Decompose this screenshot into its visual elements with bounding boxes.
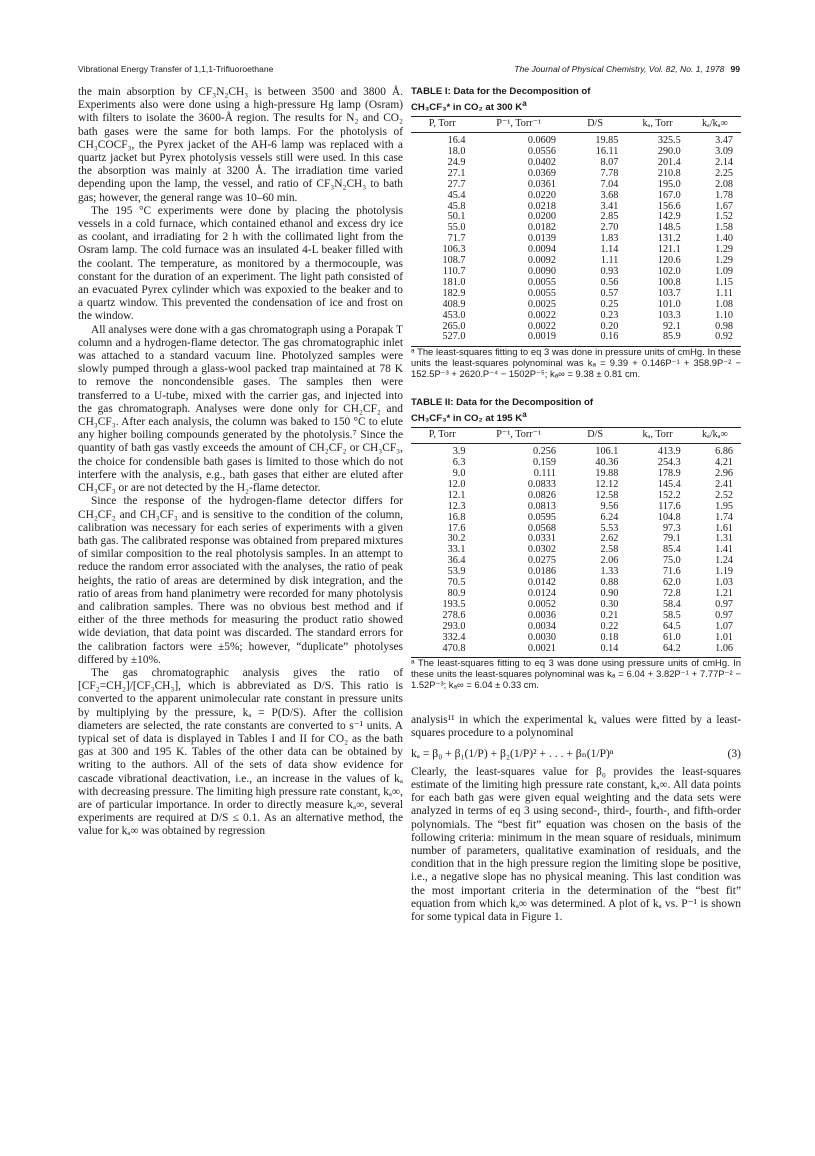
table-2-cell: 72.8: [662, 587, 681, 599]
table-2-cell: 0.0052: [527, 598, 556, 610]
table-1-cell: 1.78: [715, 189, 733, 201]
table-2-row: [411, 622, 741, 633]
table-2-cell: 0.22: [600, 620, 619, 632]
table-2-cell: 0.0036: [527, 609, 556, 621]
left-column: [78, 86, 403, 839]
table-2-cell: 1.07: [715, 620, 733, 632]
table-1-cell: 1.40: [715, 233, 733, 245]
table-2-cell: 0.0030: [527, 631, 556, 643]
table-1-cell: 2.25: [715, 167, 733, 179]
table-1-cell: 0.0055: [527, 276, 556, 288]
table-2-cell: 0.18: [600, 631, 619, 643]
table-1-cell: 290.0: [657, 146, 681, 157]
table-1-cell: 1.11: [715, 287, 733, 299]
paragraph-analysis-method: All analyses were done with a gas chromatograph using a Porapak T column and a hydrogen-flame detector. The gas chromatographic inlet was attached to a standard vacuum line. Photolyzed samples were slowly pumped through a glass-wool packed trap maintained at 78 K to remove the noncondensible gases. The samples then were transferred to a U-tube, mixed with the carrier gas, and injected into the gas chromatograph. Analyses were done only for CH₂CF₂ and CH₃CF₃. After each analysis, the column was baked to 150 °C to elute any higher boiling compounds generated by the photolysis.⁷ Since the quantity of bath gas vastly exceeds the amount of CH₂CF₂ or CH₃CF₃, the choice for condensible bath gases is limited to those which do not interfere with the analysis, e.g., bath gases that either are eluted after CH₃CF₃ or are not detected by the H₂-flame detector.: [78, 323, 403, 495]
table-1-cell: 325.5: [657, 135, 681, 147]
table-2-cell: 33.1: [447, 544, 466, 556]
table-1-cell: 27.7: [447, 178, 466, 190]
table-2-cell: 17.6: [447, 522, 466, 534]
table-2-cell: 117.6: [658, 500, 681, 512]
table-1-cell: 1.11: [600, 255, 619, 267]
table-1-cell: 1.15: [715, 276, 733, 288]
table-2-cell: 64.2: [626, 644, 688, 658]
table-1-row: [411, 311, 741, 322]
table-1-caption-line2: CH₃CF₃* in CO₂ at 300 K: [411, 101, 523, 113]
table-2-cell: 178.9: [657, 468, 681, 479]
table-2-cell: 64.5: [662, 620, 681, 632]
table-2-cell: 0.97: [715, 609, 733, 621]
equation-body: kₐ = β₀ + β₁(1/P) + β₂(1/P)² + . . . + βₙ(1/P)ⁿ: [411, 746, 614, 760]
table-2-cell: 2.41: [715, 478, 733, 490]
table-1-cell: 0.20: [600, 320, 619, 332]
table-1-cell: 131.2: [657, 233, 681, 245]
table-2-caption-line2-wrap: [411, 409, 741, 425]
table-2-row: [411, 633, 741, 644]
table-2-cell: 278.6: [442, 609, 466, 621]
table-1-cell: 527.0: [411, 332, 473, 346]
table-2-cell: 0.256: [533, 446, 556, 458]
right-column: [411, 86, 741, 924]
table-1-cell: 1.58: [715, 222, 733, 234]
table-1-cell: 408.9: [442, 298, 466, 310]
table-2-cell: 0.21: [600, 609, 619, 621]
table-2-cell: 0.0331: [527, 533, 556, 545]
table-2-cell: 0.14: [564, 644, 626, 658]
table-2-caption-line1: TABLE II: Data for the Decomposition of: [411, 397, 594, 409]
table-2-cell: 12.1: [447, 489, 466, 501]
table-2-cell: 0.88: [600, 577, 619, 589]
table-2-cell: 2.52: [715, 489, 733, 501]
table-2-cell: 152.2: [657, 489, 681, 501]
table-1-header-cell: kₐ/kₐ∞: [689, 117, 741, 133]
table-1-cell: 195.0: [657, 178, 681, 190]
table-1-cell: 27.1: [447, 167, 466, 179]
table-2-cell: 145.4: [657, 478, 681, 490]
paragraph-regression: analysis¹¹ in which the experimental kₐ values were fitted by a least-squares procedure to a polynominal: [411, 714, 741, 740]
table-1-cell: 7.04: [600, 178, 619, 190]
table-2-cell: 2.06: [600, 555, 619, 567]
equation-3: [411, 747, 741, 760]
table-1-cell: 0.25: [600, 298, 619, 310]
table-2-cell: 254.3: [657, 457, 681, 469]
table-1-caption-mark: a: [522, 98, 527, 108]
table-2-cell: 0.0813: [527, 500, 556, 512]
table-1-cell: 148.5: [657, 222, 681, 234]
table-2-cell: 30.2: [447, 533, 466, 545]
table-1-footnote: ᵃ The least-squares fitting to eq 3 was done in pressure units of cmHg. In these units the least-squares polynominal was kₐ = 9.39 + 0.146P⁻¹ + 358.9P⁻² − 152.5P⁻³ + 2620.P⁻⁴ − 1502P⁻⁵; kₐ∞ = 9.38 ± 0.81 cm.: [411, 346, 741, 379]
header-journal-citation: [514, 64, 740, 74]
table-1-cell: 1.67: [715, 200, 733, 212]
table-1-cell: 1.09: [715, 265, 733, 277]
table-2-header-row: [411, 428, 741, 444]
table-1-cell: 0.0022: [527, 320, 556, 332]
table-2-cell: 0.0826: [527, 489, 556, 501]
table-2-cell: 0.0034: [527, 620, 556, 632]
table-1-cell: 0.0094: [527, 244, 556, 256]
paragraph-rate-constant: The gas chromatographic analysis gives the ratio of [CF₂=CH₂]/[CF₃CH₃], which is abbreviated as D/S. This ratio is converted to the apparent unimolecular rate constant in pressure units by multiplying by the pressure, kₐ = P(D/S). After the collision diameters are selected, the rate constants are converted to s⁻¹ units. A typical set of data is displayed in Tables I and II for CO₂ as the bath gas at 300 and 195 K. Tables of the other data can be obtained by writing to the authors. All of the sets of data show evidence for cascade vibrational deactivation, i.e., an increase in the values of kₐ with decreasing pressure. The limiting high pressure rate constant, kₐ∞, are of particular importance. In order to directly measure kₐ∞, several experiments are required at D/S ≤ 0.1. As an alternative method, the value for kₐ∞ was obtained by regression: [78, 666, 403, 838]
table-1-cell: 3.47: [715, 135, 733, 147]
table-1-cell: 0.0055: [527, 287, 556, 299]
table-1-header-cell: P, Torr: [411, 117, 473, 133]
table-2-cell: 0.0142: [527, 577, 556, 589]
table-1-cell: 0.0139: [527, 233, 556, 245]
table-2-cell: 61.0: [662, 631, 681, 643]
table-1-cell: 55.0: [447, 222, 466, 234]
table-2-cell: 0.0124: [527, 587, 556, 599]
table-1-cell: 0.0361: [527, 178, 556, 190]
table-1-cell: 108.7: [442, 255, 466, 267]
table-1-cell: 1.52: [715, 211, 733, 223]
table-1-cell: 3.41: [600, 200, 619, 212]
table-2-cell: 332.4: [442, 631, 466, 643]
table-1-row: [411, 191, 741, 202]
table-1-cell: 0.0200: [527, 211, 556, 223]
table-2-footnote: ᵃ The least-squares fitting to eq 3 was done using pressure units of cmHg. In these units the least-squares polynominal was kₐ = 6.04 + 3.82P⁻¹ + 7.77P⁻² − 1.52P⁻³; kₐ∞ = 6.04 ± 0.33 cm.: [411, 657, 741, 690]
table-2-cell: 2.96: [715, 468, 733, 479]
table-1-cell: 210.8: [657, 167, 681, 179]
table-1-cell: 2.85: [600, 211, 619, 223]
paragraph-best-fit: Clearly, the least-squares value for β₀ provides the least-squares estimate of the limiting high pressure rate constant, kₐ∞. All data points for each bath gas were given equal weighting and the data sets were analyzed in terms of eq 3 using second-, third-, fourth-, and fifth-order polynomials. The “best fit” equation was chosen on the basis of the following criteria: minimum in the mean square of residuals, minimum number of parameters, qualitative examination of residuals, and the condition that in the high pressure region the limiting slope be positive, i.e., a negative slope has no physical meaning. This last condition was the most important criteria in the determination of the “best fit” equation from which kₐ∞ was determined. A plot of kₐ vs. P⁻¹ is shown for some typical data in Figure 1.: [411, 765, 741, 924]
table-2-cell: 58.4: [662, 598, 681, 610]
table-2-header-cell: P⁻¹, Torr⁻¹: [473, 428, 564, 444]
table-2-cell: 293.0: [442, 620, 466, 632]
table-1-cell: 181.0: [442, 276, 466, 288]
table-1-cell: 0.0609: [527, 135, 556, 147]
table-1-cell: 106.3: [442, 244, 466, 256]
table-1-cell: 0.0182: [527, 222, 556, 234]
table-2-cell: 1.21: [715, 587, 733, 599]
table-2-cell: 0.0568: [527, 522, 556, 534]
table-2-cell: 12.0: [447, 478, 466, 490]
table-1-cell: 103.7: [657, 287, 681, 299]
table-1-header-cell: P⁻¹, Torr⁻¹: [473, 117, 564, 133]
table-2-cell: 1.74: [715, 511, 733, 523]
table-2-cell: 0.0186: [527, 566, 556, 578]
table-2-cell: 1.03: [715, 577, 733, 589]
table-2-caption-mark: a: [522, 409, 527, 419]
table-1-cell: 92.1: [662, 320, 681, 332]
table-1-cell: 45.8: [447, 200, 466, 212]
table-2: [411, 397, 741, 690]
table-2-cell: 36.4: [447, 555, 466, 567]
table-2-cell: 9.56: [600, 500, 619, 512]
table-1-grid: [411, 116, 741, 347]
table-1-cell: 0.0218: [527, 200, 556, 212]
table-2-cell: 0.0021: [473, 644, 564, 658]
table-1-cell: 142.9: [657, 211, 681, 223]
table-2-cell: 0.0833: [527, 478, 556, 490]
table-1-cell: 85.9: [626, 332, 688, 346]
table-2-cell: 9.0: [452, 468, 466, 479]
table-2-cell: 5.53: [600, 522, 619, 534]
table-1-cell: 182.9: [442, 287, 466, 299]
table-1-cell: 50.1: [447, 211, 466, 223]
table-1-cell: 0.0019: [473, 332, 564, 346]
table-1-cell: 0.0220: [527, 189, 556, 201]
table-2-cell: 6.86: [715, 446, 733, 458]
table-spacer: [411, 379, 741, 397]
table-1-cell: 0.16: [564, 332, 626, 346]
table-2-caption: [411, 397, 741, 424]
table-1-cell: 24.9: [447, 156, 466, 168]
table-1-cell: 453.0: [442, 309, 466, 321]
table-2-cell: 3.9: [452, 446, 466, 458]
table-2-cell: 413.9: [657, 446, 681, 458]
table-2-cell: 1.24: [715, 555, 733, 567]
table-1-cell: 19.85: [595, 135, 619, 147]
table-2-grid: [411, 427, 741, 658]
table-1-cell: 16.4: [447, 135, 466, 147]
table-1-cell: 100.8: [657, 276, 681, 288]
table-1-cell: 0.0402: [527, 156, 556, 168]
table-2-cell: 1.41: [715, 544, 733, 556]
header-article-title: Vibrational Energy Transfer of 1,1,1-Trifluoroethane: [78, 64, 274, 74]
table-1-row: [411, 300, 741, 311]
table-2-cell: 1.33: [600, 566, 619, 578]
table-1-cell: 45.4: [447, 189, 466, 201]
table-2-cell: 193.5: [442, 598, 466, 610]
table-2-header-cell: P, Torr: [411, 428, 473, 444]
table-1-cell: 0.0022: [527, 309, 556, 321]
table-1-cell: 0.93: [600, 265, 619, 277]
table-1-cell: 0.23: [600, 309, 619, 321]
table-2-cell: 1.19: [715, 566, 733, 578]
table-2-cell: 62.0: [662, 577, 681, 589]
header-journal-name: The Journal of Physical Chemistry, Vol. 82, No. 1, 1978: [514, 64, 725, 74]
table-2-row: [411, 644, 741, 658]
table-2-cell: 104.8: [657, 511, 681, 523]
table-2-caption-line2: CH₃CF₃* in CO₂ at 195 K: [411, 412, 523, 424]
table-1-cell: 102.0: [657, 265, 681, 277]
table-1-row: [411, 133, 741, 147]
table-2-row: [411, 513, 741, 524]
table-1-row: [411, 332, 741, 346]
table-1-cell: 2.70: [600, 222, 619, 234]
table-1-cell: 0.0092: [527, 255, 556, 267]
table-1-cell: 0.0369: [527, 167, 556, 179]
table-2-row: [411, 444, 741, 458]
table-1-cell: 1.14: [600, 244, 619, 256]
table-1-cell: 0.92: [689, 332, 741, 346]
table-2-cell: 0.159: [533, 457, 556, 469]
table-1-cell: 121.1: [657, 244, 681, 256]
paragraph-light-source: the main absorption by CF₃N₂CH₃ is between 3500 and 3800 Å. Experiments also were done using a high-pressure Hg lamp (Osram) with filters to isolate the 3600-Å region. The results for N₂ and CO₂ bath gases were the same for both lamps. For the photolysis of CH₃COCF₃, the Pyrex jacket of the AH-6 lamp was replaced with a quartz jacket but Pyrex photolysis vessels still were used. In this case the absorption was mainly at 3200 Å. The irradiation time varied depending upon the lamp, the vessel, and ratio of CF₃N₂CH₃ to bath gas; however, the general range was 10–60 min.: [78, 86, 403, 204]
table-2-cell: 0.0595: [527, 511, 556, 523]
table-2-cell: 12.58: [595, 489, 619, 501]
table-1-header-row: [411, 117, 741, 133]
table-1-body: [411, 133, 741, 347]
table-2-header-cell: kₐ, Torr: [626, 428, 688, 444]
table-2-cell: 1.61: [715, 522, 733, 534]
table-1-cell: 8.07: [600, 156, 619, 168]
table-2-cell: 1.06: [689, 644, 741, 658]
text-spacer: [411, 690, 741, 714]
table-1-cell: 71.7: [447, 233, 466, 245]
table-1-cell: 0.0025: [527, 298, 556, 310]
table-1-row: [411, 180, 741, 191]
table-2-cell: 2.62: [600, 533, 619, 545]
table-1-cell: 3.68: [600, 189, 619, 201]
table-2-cell: 0.90: [600, 587, 619, 599]
table-2-cell: 6.3: [452, 457, 466, 469]
table-1-caption-line2-wrap: [411, 98, 741, 114]
table-1-cell: 0.56: [600, 276, 619, 288]
table-1-cell: 7.78: [600, 167, 619, 179]
table-2-cell: 0.30: [600, 598, 619, 610]
table-2-cell: 58.5: [662, 609, 681, 621]
table-2-cell: 106.1: [595, 446, 619, 458]
table-2-row: [411, 502, 741, 513]
table-1-cell: 0.0090: [527, 265, 556, 277]
table-2-cell: 12.3: [447, 500, 466, 512]
table-1-cell: 1.29: [715, 255, 733, 267]
table-2-cell: 80.9: [447, 587, 466, 599]
table-1: [411, 86, 741, 379]
table-2-cell: 71.6: [662, 566, 681, 578]
table-2-cell: 0.111: [533, 468, 556, 479]
table-1-cell: 167.0: [657, 189, 681, 201]
table-1-cell: 16.11: [595, 146, 619, 157]
paragraph-calibration: Since the response of the hydrogen-flame detector differs for CH₂CF₂ and CH₃CF₃ and is sensitive to the condition of the column, calibration was necessary for each series of experiments with a given bath gas. The calibrated response was obtained from prepared mixtures of similar composition to the real photolysis samples. In an attempt to reduce the random error associated with the analyses, the ratio of peak heights, the ratio of areas are determined by disk integration, and the ratio of areas from hand planimetry were recorded for many photolysis and calibration samples. There was no obvious best method and if either of the three methods for measuring the product ratio showed wide deviation, that data point was discarded. The standard errors for the calibration factors were ±5%; however, “duplicate” photolyses differed by ±10%.: [78, 495, 403, 666]
table-1-cell: 18.0: [447, 146, 466, 157]
table-2-cell: 4.21: [715, 457, 733, 469]
running-header: [78, 64, 740, 78]
table-1-cell: 0.0556: [527, 146, 556, 157]
table-2-cell: 1.95: [715, 500, 733, 512]
table-1-cell: 1.83: [600, 233, 619, 245]
table-1-caption-line1: TABLE I: Data for the Decomposition of: [411, 86, 591, 97]
table-2-header-cell: D/S: [564, 428, 626, 444]
table-2-cell: 70.5: [447, 577, 466, 589]
page-number: 99: [730, 64, 740, 74]
table-1-cell: 2.14: [715, 156, 733, 168]
table-2-body: [411, 444, 741, 658]
table-1-cell: 120.6: [657, 255, 681, 267]
table-2-cell: 1.01: [715, 631, 733, 643]
table-1-cell: 156.6: [657, 200, 681, 212]
table-1-cell: 103.3: [657, 309, 681, 321]
table-2-cell: 19.88: [595, 468, 619, 479]
table-2-cell: 6.24: [600, 511, 619, 523]
paragraph-cold-experiments: The 195 °C experiments were done by placing the photolysis vessels in a cold furnace, which contained ethanol and excess dry ice as coolant, and irradiating for 2 h with the collimated light from the Osram lamp. The cold furnace was an insulated 4-L beaker filled with the coolant. The temperature, as monitored by a thermocouple, was constant for the duration of an experiment. The light path consisted of an evacuated Pyrex cylinder which was expoxied to the beaker and to a quartz window. This prevented the condensation of ice and frost on the window.: [78, 204, 403, 323]
table-2-cell: 40.36: [595, 457, 619, 469]
table-1-header-cell: kₐ, Torr: [626, 117, 688, 133]
equation-number: (3): [727, 746, 741, 760]
table-1-cell: 2.08: [715, 178, 733, 190]
table-1-cell: 265.0: [442, 320, 466, 332]
table-1-cell: 1.08: [715, 298, 733, 310]
table-1-cell: 201.4: [657, 156, 681, 168]
table-2-cell: 53.9: [447, 566, 466, 578]
table-2-cell: 2.58: [600, 544, 619, 556]
table-1-cell: 1.10: [715, 309, 733, 321]
table-2-cell: 0.0302: [527, 544, 556, 556]
table-2-cell: 85.4: [662, 544, 681, 556]
table-1-header-cell: D/S: [564, 117, 626, 133]
table-2-cell: 97.3: [662, 522, 681, 534]
table-2-cell: 12.12: [595, 478, 619, 490]
table-2-cell: 1.31: [715, 533, 733, 545]
table-2-header-cell: kₐ/kₐ∞: [689, 428, 741, 444]
table-2-cell: 0.0275: [527, 555, 556, 567]
table-1-caption: [411, 86, 741, 113]
table-1-cell: 101.0: [657, 298, 681, 310]
table-1-cell: 0.98: [715, 320, 733, 332]
table-1-cell: 1.29: [715, 244, 733, 256]
table-2-cell: 75.0: [662, 555, 681, 567]
table-1-cell: 0.57: [600, 287, 619, 299]
table-2-cell: 79.1: [662, 533, 681, 545]
table-1-cell: 110.7: [442, 265, 466, 277]
table-2-cell: 16.8: [447, 511, 466, 523]
table-2-cell: 0.97: [715, 598, 733, 610]
table-1-cell: 3.09: [715, 146, 733, 157]
table-2-cell: 470.8: [411, 644, 473, 658]
